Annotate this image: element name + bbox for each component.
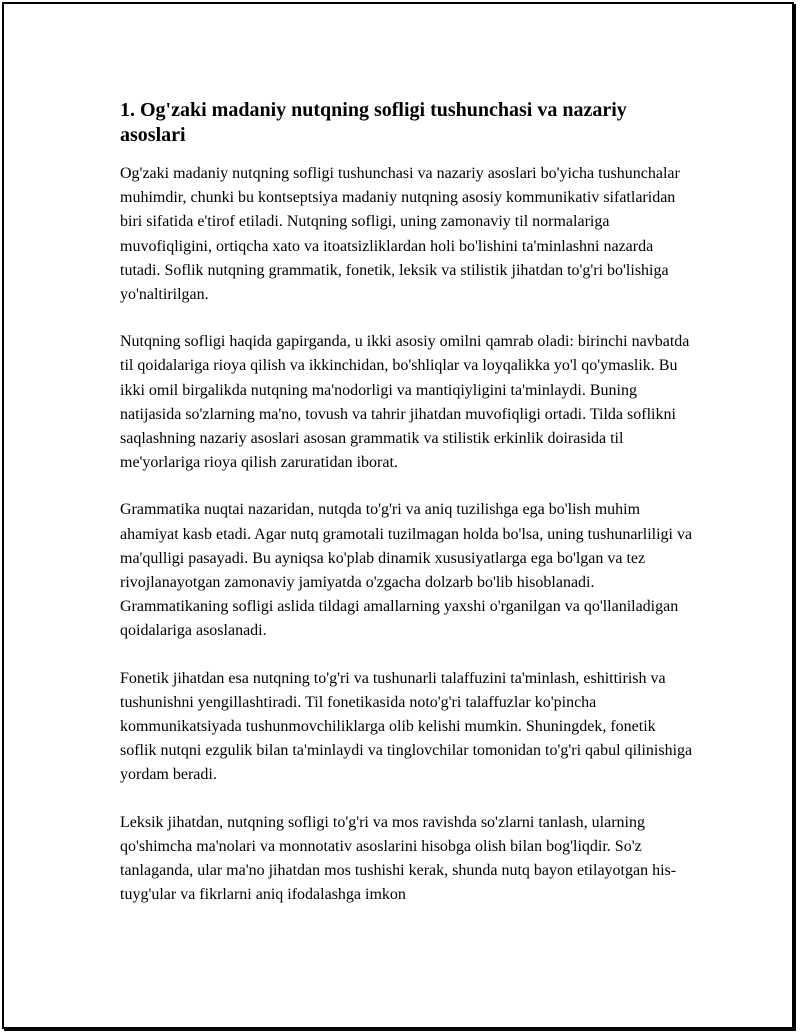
paragraph-4: Fonetik jihatdan esa nutqning to'g'ri va tushunarli talaffuzini ta'minlash, eshittirish va tushunishni yengillashtiradi. Til fonetikasida noto'g'ri talaffuzlar ko'pincha kommunikatsiyada tushunmovchiliklarga olib kelishi mumkin. Shuningdek, fonetik soflik nutqni ezgulik bilan ta'minlaydi va tinglovchilar tomonidan to'g'ri qabul qilinishiga yordam beradi. — [120, 669, 693, 784]
paragraph-5: Leksik jihatdan, nutqning sofligi to'g'ri va mos ravishda so'zlarni tanlash, ularning qo'shimcha ma'nolari va monnotativ asoslarini hisobga olish bilan bog'liqdir. So'z tanlaganda, ular ma'no jihatdan mos tushishi kerak, shunda nutq bayon etilayotgan his-tuyg'ular va fikrlarni aniq ifodalashga imkon — [120, 813, 677, 904]
paragraph-1: Og'zaki madaniy nutqning sofligi tushunchasi va nazariy asoslari bo'yicha tushunchalar muhimdir, chunki bu kontseptsiya madaniy nutqning asosiy kommunikativ sifatlaridan biri sifatida e'tirof etiladi. Nutqning sofligi, uning zamonaviy til normalariga muvofiqligini, ortiqcha xato va itoatsizliklardan holi bo'lishini ta'minlashni nazarda tutadi. Soflik nutqning grammatik, fonetik, leksik va stilistik jihatdan to'g'ri bo'lishiga yo'naltirilgan. — [120, 165, 680, 304]
paragraph-2: Nutqning sofligi haqida gapirganda, u ikki asosiy omilni qamrab oladi: birinchi navbatda til qoidalariga rioya qilish va ikkinchidan, bo'shliqlar va loyqalikka yo'l qo'ymaslik. Bu ikki omil birgalikda nutqning ma'nodorligi va mantiqiyligini ta'minlaydi. Buning natijasida so'zlarning ma'no, tovush va tahrir jihatdan muvofiqligi ortadi. Tilda soflikni saqlashning nazariy asoslari asosan grammatik va stilistik erkinlik doirasida til me'yorlariga rioya qilish zaruratidan iborat. — [120, 333, 690, 472]
document-content — [120, 98, 694, 930]
document-page — [2, 2, 794, 1029]
section-heading: 1. Og'zaki madaniy nutqning sofligi tushunchasi va nazariy asoslari — [120, 99, 627, 146]
paragraph-3: Grammatika nuqtai nazaridan, nutqda to'g'ri va aniq tuzilishga ega bo'lish muhim ahamiyat kasb etadi. Agar nutq gramotali tuzilmagan holda bo'lsa, uning tushunarliligi va ma'qulligi pasayadi. Bu ayniqsa ko'plab dinamik xususiyatlarga ega bo'lgan va tez rivojlanayotgan zamonaviy jamiyatda o'zgacha dolzarb bo'lib hisoblanadi. Grammatikaning sofligi aslida tildagi amallarning yaxshi o'rganilgan va qo'llaniladigan qoidalariga asoslanadi. — [120, 501, 693, 640]
